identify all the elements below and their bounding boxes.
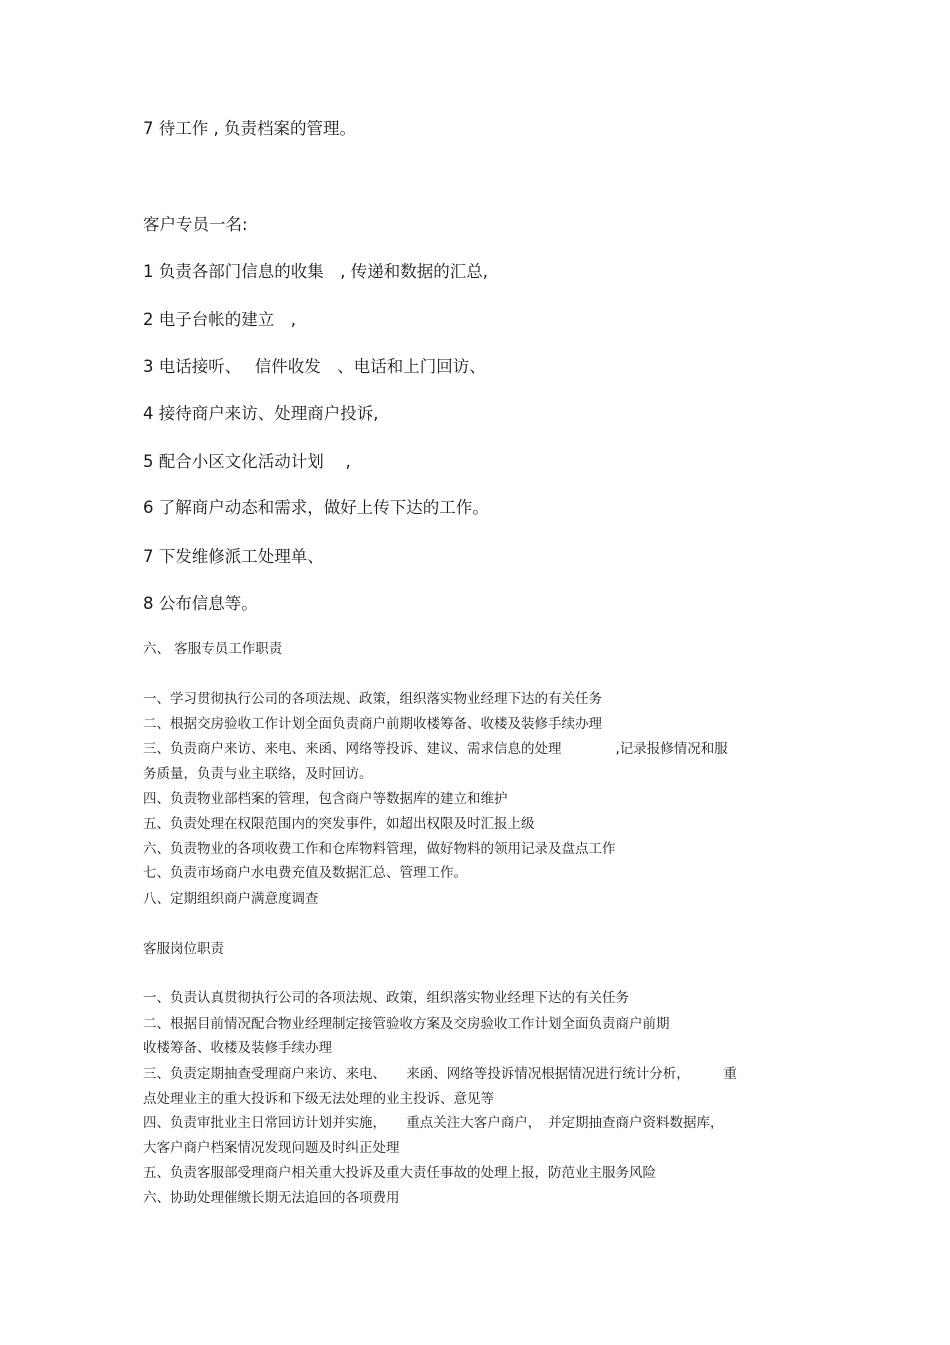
list-item: 二、根据目前情况配合物业经理制定接管验收方案及交房验收工作计划全面负责商户前期 — [143, 1016, 670, 1032]
list-item: 八、定期组织商户满意度调查 — [143, 891, 319, 907]
list-item: 二、根据交房验收工作计划全面负责商户前期收楼筹备、收楼及装修手续办理 — [143, 716, 602, 732]
list-item-continuation: 收楼筹备、收楼及装修手续办理 — [143, 1040, 332, 1056]
list-item: 1 负责各部门信息的收集 , 传递和数据的汇总, — [143, 262, 488, 281]
list-item: 六、协助处理催缴长期无法追回的各项费用 — [143, 1190, 400, 1206]
section-heading: 六、 客服专员工作职责 — [143, 641, 283, 657]
list-item: 五、负责客服部受理商户相关重大投诉及重大责任事故的处理上报，防范业主服务风险 — [143, 1165, 656, 1181]
list-item: 三、负责商户来访、来电、来函、网络等投诉、建议、需求信息的处理 ,记录报修情况和服 — [143, 741, 728, 757]
list-item: 8 公布信息等。 — [143, 594, 258, 613]
list-item: 一、负责认真贯彻执行公司的各项法规、政策，组织落实物业经理下达的有关任务 — [143, 990, 629, 1006]
list-item: 7 下发维修派工处理单、 — [143, 547, 324, 566]
list-item: 2 电子台帐的建立 , — [143, 310, 296, 329]
list-item-continuation: 点处理业主的重大投诉和下级无法处理的业主投诉、意见等 — [143, 1091, 494, 1107]
section-heading: 客户专员一名: — [143, 215, 248, 234]
list-item: 5 配合小区文化活动计划 , — [143, 452, 351, 471]
list-item: 一、学习贯彻执行公司的各项法规、政策，组织落实物业经理下达的有关任务 — [143, 691, 602, 707]
list-item: 五、负责处理在权限范围内的突发事件，如超出权限及时汇报上级 — [143, 816, 535, 832]
list-item: 六、负责物业的各项收费工作和仓库物料管理，做好物料的领用记录及盘点工作 — [143, 841, 616, 857]
list-item-continuation: 务质量，负责与业主联络，及时回访。 — [143, 766, 373, 782]
section-heading: 客服岗位职责 — [143, 941, 224, 957]
list-item: 四、负责审批业主日常回访计划并实施， 重点关注大客户商户， 并定期抽查商户资料数据库， — [143, 1115, 724, 1131]
list-item-continuation: 大客户商户档案情况发现问题及时纠正处理 — [143, 1140, 400, 1156]
list-item: 4 接待商户来访、处理商户投诉, — [143, 404, 379, 423]
list-item: 3 电话接听、 信件收发 、电话和上门回访、 — [143, 357, 486, 376]
text-line: 7 待工作 , 负责档案的管理。 — [143, 119, 356, 138]
list-item: 三、负责定期抽查受理商户来访、来电、 来函、网络等投诉情况根据情况进行统计分析， 重 — [143, 1066, 737, 1082]
list-item: 四、负责物业部档案的管理，包含商户等数据库的建立和维护 — [143, 791, 508, 807]
list-item: 6 了解商户动态和需求，做好上传下达的工作。 — [143, 498, 489, 517]
list-item: 七、负责市场商户水电费充值及数据汇总、管理工作。 — [143, 865, 467, 881]
